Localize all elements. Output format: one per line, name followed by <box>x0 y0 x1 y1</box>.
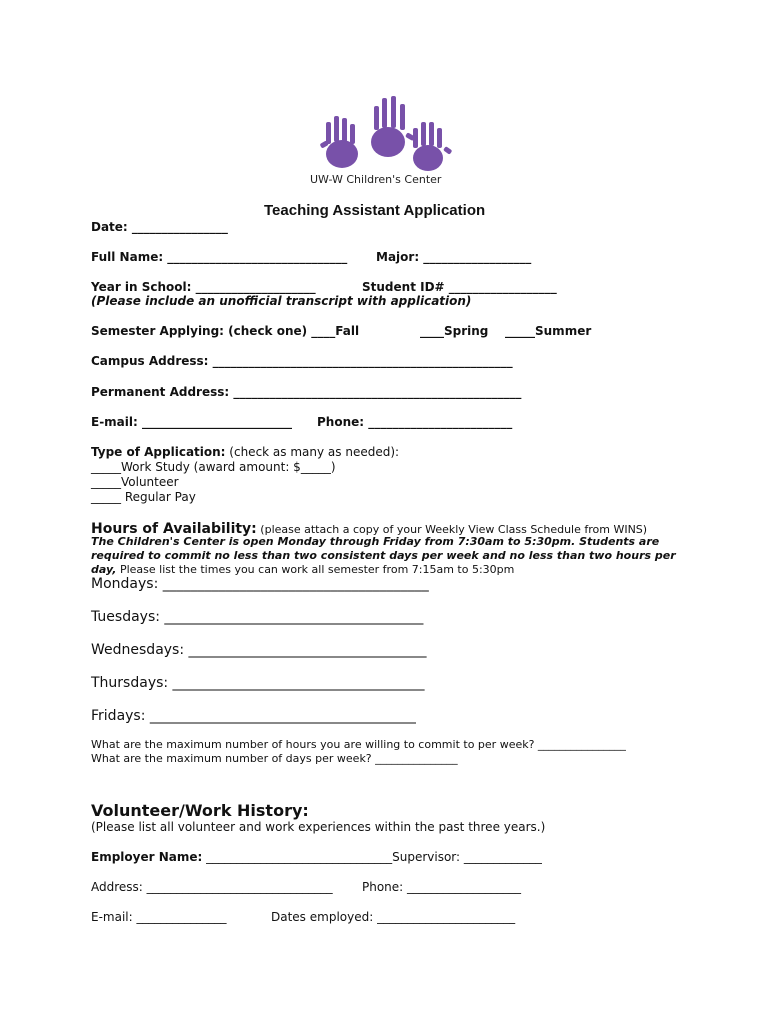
mondays-field[interactable]: Mondays: ______________________________________ <box>91 576 429 592</box>
max-hours-field[interactable]: What are the maximum number of hours you are willing to commit to per week? ________________ <box>91 738 626 751</box>
logo-caption: UW-W Children's Center <box>310 173 442 186</box>
fridays-field[interactable]: Fridays: ______________________________________ <box>91 708 416 724</box>
campus-address-field[interactable]: Campus Address: __________________________________________________ <box>91 354 513 368</box>
employer-supervisor-field[interactable]: _______________________________Supervisor: _____________ <box>202 850 542 864</box>
dates-employed-field[interactable]: Dates employed: _______________________ <box>271 910 516 924</box>
employer-row <box>91 850 542 864</box>
semester-fall-field[interactable]: Semester Applying: (check one) ____Fall <box>91 324 360 338</box>
history-email-field[interactable]: E-mail: _______________ <box>91 910 227 924</box>
thursdays-field[interactable]: Thursdays: ____________________________________ <box>91 675 425 691</box>
work-study-option[interactable]: _____Work Study (award amount: $_____) <box>91 460 336 474</box>
availability-note-plain: Please list the times you can work all semester from 7:15am to 5:30pm <box>116 563 515 576</box>
year-field[interactable]: Year in School: ____________________ <box>91 280 316 294</box>
employer-label: Employer Name: <box>91 850 203 864</box>
availability-heading: Hours of Availability: <box>91 521 257 537</box>
tuesdays-field[interactable]: Tuesdays: _____________________________________ <box>91 609 424 625</box>
history-address-field[interactable]: Address: _______________________________ <box>91 880 333 894</box>
volunteer-option[interactable]: _____Volunteer <box>91 475 179 489</box>
type-label: Type of Application: <box>91 445 226 459</box>
semester-spring-field[interactable]: ____Spring <box>420 324 489 338</box>
history-heading: Volunteer/Work History: <box>91 801 309 820</box>
history-note: (Please list all volunteer and work experiences within the past three years.) <box>91 820 546 834</box>
type-of-application <box>91 445 399 459</box>
date-field[interactable]: Date: ________________ <box>91 220 228 234</box>
availability-hint: (please attach a copy of your Weekly View Class Schedule from WINS) <box>256 523 648 536</box>
max-days-field[interactable]: What are the maximum number of days per week? _______________ <box>91 752 458 765</box>
wednesdays-field[interactable]: Wednesdays: __________________________________ <box>91 642 427 658</box>
permanent-address-field[interactable]: Permanent Address: ________________________________________________ <box>91 385 522 399</box>
form-title: Teaching Assistant Application <box>264 202 486 219</box>
student-id-field[interactable]: Student ID# __________________ <box>362 280 557 294</box>
full-name-field[interactable]: Full Name: ______________________________ <box>91 250 348 264</box>
email-field[interactable]: E-mail: _________________________ <box>91 415 292 429</box>
major-field[interactable]: Major: __________________ <box>376 250 532 264</box>
semester-summer-field[interactable]: _____Summer <box>505 324 592 338</box>
phone-field[interactable]: Phone: ________________________ <box>317 415 513 429</box>
type-hint: (check as many as needed): <box>225 445 400 459</box>
availability-note-bold: The Children's Center is open Monday through Friday from 7:30am to 5:30pm. Students are required to commit no less than two consistent days per week and no less than two hours per day, <box>91 535 676 576</box>
regular-pay-option[interactable]: _____ Regular Pay <box>91 490 196 504</box>
transcript-note: (Please include an unofficial transcript with application) <box>91 294 472 308</box>
history-phone-field[interactable]: Phone: ___________________ <box>362 880 522 894</box>
availability-note <box>91 535 691 577</box>
